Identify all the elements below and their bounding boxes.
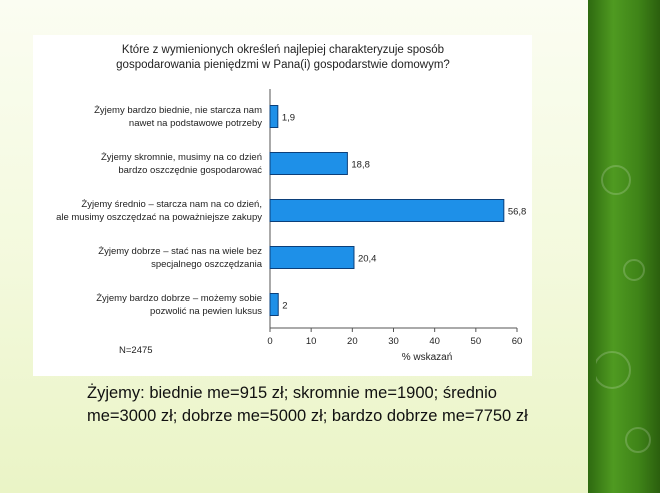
bar-value-label: 56,8 [507,206,527,218]
caption-line-2: me=3000 zł; dobrze me=5000 zł; bardzo dobrze me=7750 zł [87,407,528,425]
category-label: pozwolić na pewien luksus [150,306,262,317]
bar-chart [33,35,532,376]
category-label: specjalnego oszczędzania [151,259,262,270]
bar-value-label: 1,9 [281,112,296,124]
bars [270,106,526,316]
caption-line-1: Żyjemy: biednie me=915 zł; skromnie me=1900; średnio [87,384,497,402]
bar-value-label: 20,4 [357,253,377,265]
category-label: ale musimy oszczędzać na poważniejsze zakupy [56,212,262,223]
x-tick-label: 10 [305,336,317,347]
x-tick-label: 0 [267,336,273,347]
x-tick-label: 50 [470,336,482,347]
chart-title [116,44,450,71]
bar-value-label: 2 [282,300,288,312]
x-tick-label: 30 [388,336,399,347]
bar [270,200,504,222]
bar [270,106,278,128]
bar [270,294,278,316]
category-label: Żyjemy bardzo dobrze – możemy sobie [96,293,262,304]
bar-value-label: 18,8 [351,159,370,171]
chart-panel [33,35,532,376]
category-labels [56,105,263,317]
x-axis-title: % wskazań [401,352,453,363]
chart-title-line: gospodarowania pieniędzmi w Pana(i) gospodarstwie domowym? [116,59,450,71]
bar [270,247,354,269]
category-label: Żyjemy skromnie, musimy na co dzień [100,152,262,163]
x-tick-label: 40 [429,336,440,347]
axis-annotations [119,345,452,363]
bar [270,153,347,175]
decorative-leaf-pattern [596,120,656,480]
sample-size-note: N=2475 [119,345,153,356]
x-tick-label: 60 [511,336,523,347]
category-label: Żyjemy średnio – starcza nam na co dzień, [81,199,262,210]
category-label: bardzo oszczędnie gospodarować [118,165,262,176]
x-tick-label: 20 [347,336,358,347]
median-income-caption [87,382,557,428]
category-label: Żyjemy bardzo biednie, nie starcza nam [94,105,262,116]
chart-title-line: Które z wymienionych określeń najlepiej charakteryzuje sposób [121,44,445,56]
category-label: Żyjemy dobrze – stać nas na wiele bez [98,246,262,257]
category-label: nawet na podstawowe potrzeby [128,118,262,129]
